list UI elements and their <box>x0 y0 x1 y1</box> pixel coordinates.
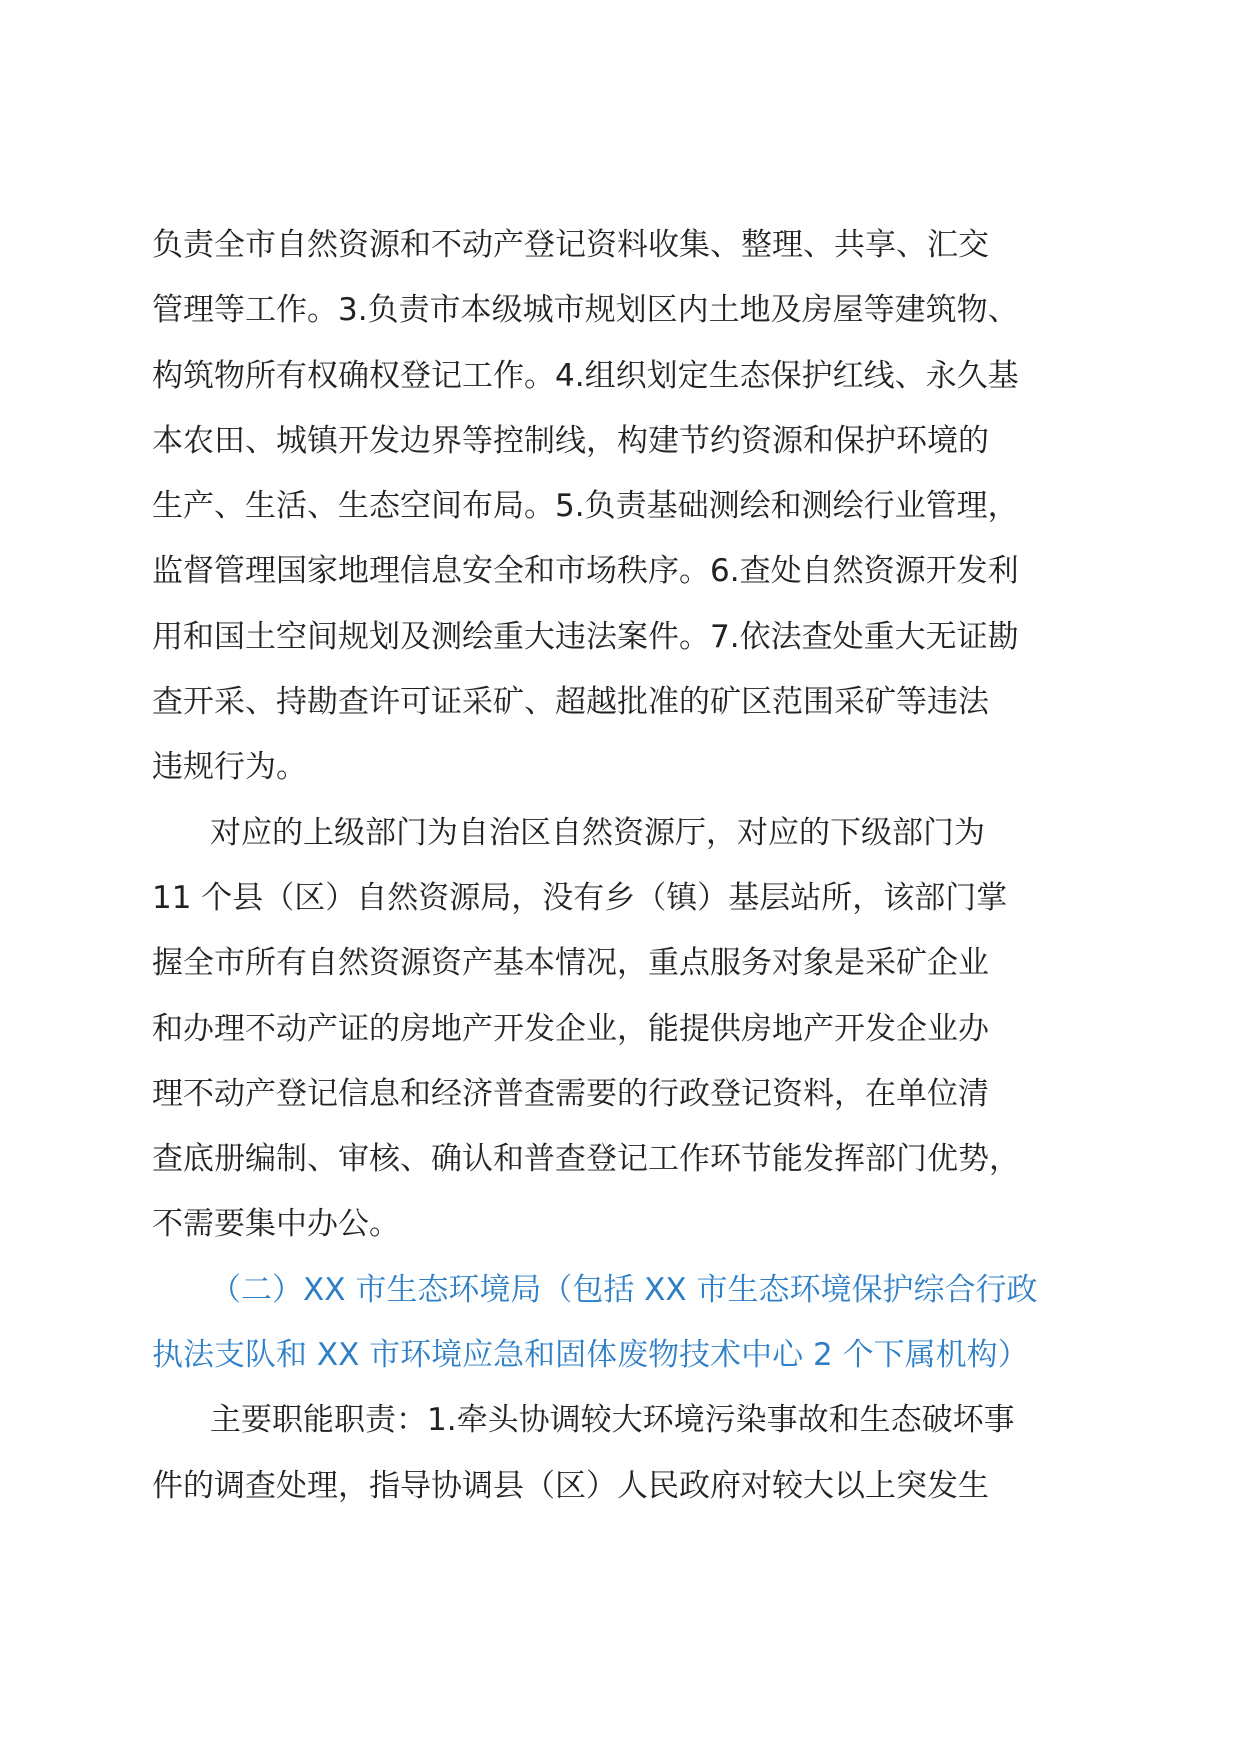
text-line: 查开采、持勘查许可证采矿、超越批准的矿区范围采矿等违法 <box>152 684 989 721</box>
text-line: 理不动产登记信息和经济普查需要的行政登记资料，在单位清 <box>152 1075 989 1112</box>
text-line: 违规行为。 <box>152 749 307 786</box>
text-line: 本农田、城镇开发边界等控制线，构建节约资源和保护环境的 <box>152 422 989 459</box>
text-line: 构筑物所有权确权登记工作。4.组织划定生态保护红线、永久基 <box>152 357 1019 394</box>
text-line: 生产、生活、生态空间布局。5.负责基础测绘和测绘行业管理， <box>152 488 1019 525</box>
paragraph-start-line: 对应的上级部门为自治区自然资源厅，对应的下级部门为 <box>210 814 985 851</box>
paragraph-start-line: 主要职能职责：1.牵头协调较大环境污染事故和生态破坏事 <box>210 1402 1015 1439</box>
text-line: 握全市所有自然资源资产基本情况，重点服务对象是采矿企业 <box>152 945 989 982</box>
text-line: 件的调查处理，指导协调县（区）人民政府对较大以上突发生 <box>152 1467 989 1504</box>
section-heading-line: 执法支队和 XX 市环境应急和固体废物技术中心 2 个下属机构） <box>152 1337 1029 1374</box>
text-line: 不需要集中办公。 <box>152 1206 400 1243</box>
text-line: 监督管理国家地理信息安全和市场秩序。6.查处自然资源开发利 <box>152 553 1019 590</box>
text-line: 管理等工作。3.负责市本级城市规划区内土地及房屋等建筑物、 <box>152 292 1019 329</box>
text-line: 11 个县（区）自然资源局，没有乡（镇）基层站所，该部门掌 <box>152 879 1008 916</box>
section-heading-line: （二）XX 市生态环境局（包括 XX 市生态环境保护综合行政 <box>210 1271 1038 1308</box>
text-line: 用和国土空间规划及测绘重大违法案件。7.依法查处重大无证勘 <box>152 618 1019 655</box>
text-line: 负责全市自然资源和不动产登记资料收集、整理、共享、汇交 <box>152 227 989 263</box>
text-line: 和办理不动产证的房地产开发企业，能提供房地产开发企业办 <box>152 1010 989 1047</box>
text-line: 查底册编制、审核、确认和普查登记工作环节能发挥部门优势， <box>152 1141 1020 1178</box>
document-body <box>152 213 1092 1519</box>
